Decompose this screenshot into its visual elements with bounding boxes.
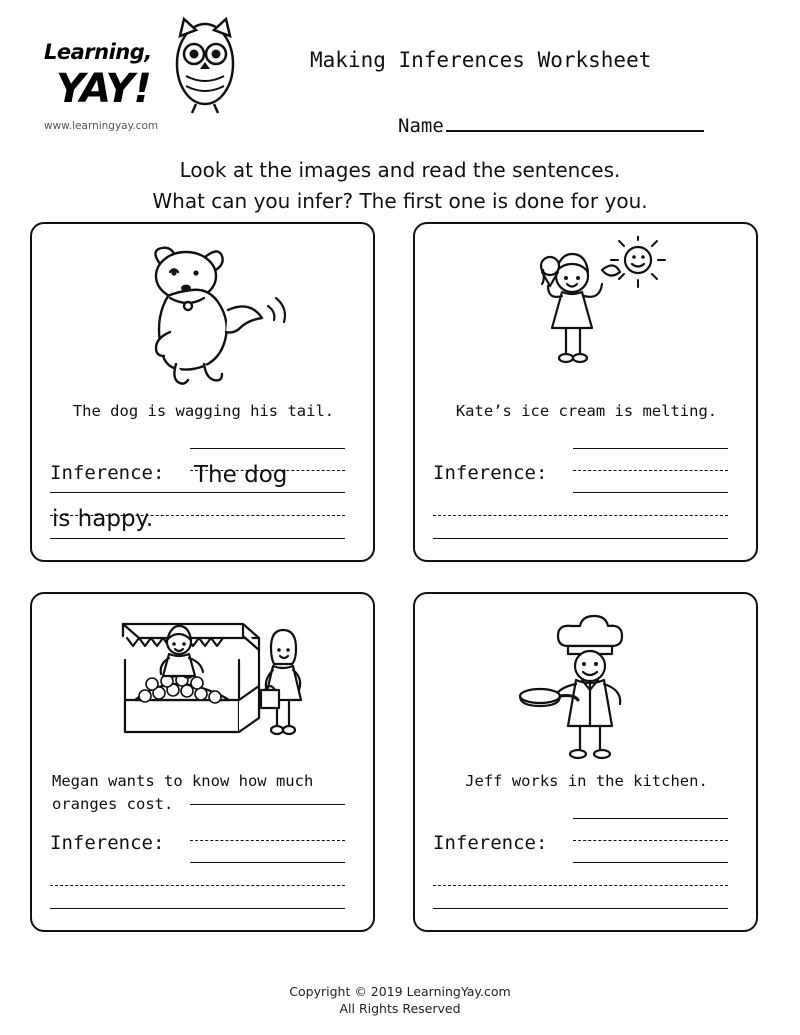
answer-text-1-line-2: is happy.	[52, 506, 154, 532]
owl-icon	[170, 14, 240, 119]
writing-line-base-3b[interactable]	[50, 908, 345, 909]
name-label: Name	[398, 115, 444, 137]
dog-wagging-tail-illustration	[32, 232, 373, 400]
writing-line-base-3[interactable]	[190, 862, 345, 863]
inference-label-4: Inference:	[433, 832, 548, 854]
writing-line-base-1b[interactable]	[50, 538, 345, 539]
writing-line-mid-3b	[50, 885, 345, 886]
logo-word-learning: Learning,	[44, 40, 152, 64]
instructions-line-1: Look at the images and read the sentences.	[179, 158, 621, 182]
writing-line-mid-2b	[433, 515, 728, 516]
logo-website-url: www.learningyay.com	[44, 120, 159, 132]
answer-text-1-line-1: The dog	[194, 462, 288, 488]
writing-line-base-1[interactable]	[50, 492, 345, 493]
answer-area-3	[50, 800, 357, 920]
page-title: Making Inferences Worksheet	[310, 48, 652, 72]
instructions	[0, 155, 800, 217]
footer-copyright: Copyright © 2019 LearningYay.com	[289, 984, 511, 999]
name-field-row	[398, 115, 704, 137]
orange-market-stand-illustration	[32, 602, 373, 770]
writing-line-base-2[interactable]	[573, 492, 728, 493]
sentence-4: Jeff works in the kitchen.	[465, 772, 708, 790]
sentence-2: Kate’s ice cream is melting.	[455, 402, 718, 420]
page-header	[0, 0, 800, 150]
writing-line-base-2b[interactable]	[433, 538, 728, 539]
answer-area-1	[50, 430, 357, 550]
girl-with-melting-ice-cream-illustration	[415, 232, 756, 400]
writing-line-base-4[interactable]	[573, 862, 728, 863]
problem-card-1	[30, 222, 375, 562]
inference-label-1: Inference:	[50, 462, 165, 484]
writing-line-top-2	[573, 448, 728, 449]
name-input-line[interactable]	[446, 115, 704, 132]
page-footer	[0, 983, 800, 1017]
footer-rights: All Rights Reserved	[339, 1001, 461, 1016]
inference-label-3: Inference:	[50, 832, 165, 854]
problem-card-3	[30, 592, 375, 932]
instructions-line-2: What can you infer? The first one is done for you.	[152, 189, 648, 213]
writing-line-mid-4b	[433, 885, 728, 886]
writing-line-mid-4	[573, 840, 728, 841]
inference-label-2: Inference:	[433, 462, 548, 484]
answer-area-4	[433, 800, 740, 920]
writing-line-mid-3	[190, 840, 345, 841]
problem-card-2	[413, 222, 758, 562]
logo-word-yay: YAY!	[56, 66, 151, 112]
writing-line-mid-2	[573, 470, 728, 471]
sentence-3: Megan wants to know how much oranges cost.	[52, 772, 314, 813]
chef-with-frying-pan-illustration	[415, 602, 756, 770]
writing-line-top-4	[573, 818, 728, 819]
writing-line-top-3	[190, 804, 345, 805]
problem-card-4	[413, 592, 758, 932]
problem-grid	[30, 222, 770, 942]
site-logo	[38, 14, 238, 146]
answer-area-2	[433, 430, 740, 550]
writing-line-base-4b[interactable]	[433, 908, 728, 909]
writing-line-top-1	[190, 448, 345, 449]
sentence-1: The dog is wagging his tail.	[72, 402, 335, 420]
